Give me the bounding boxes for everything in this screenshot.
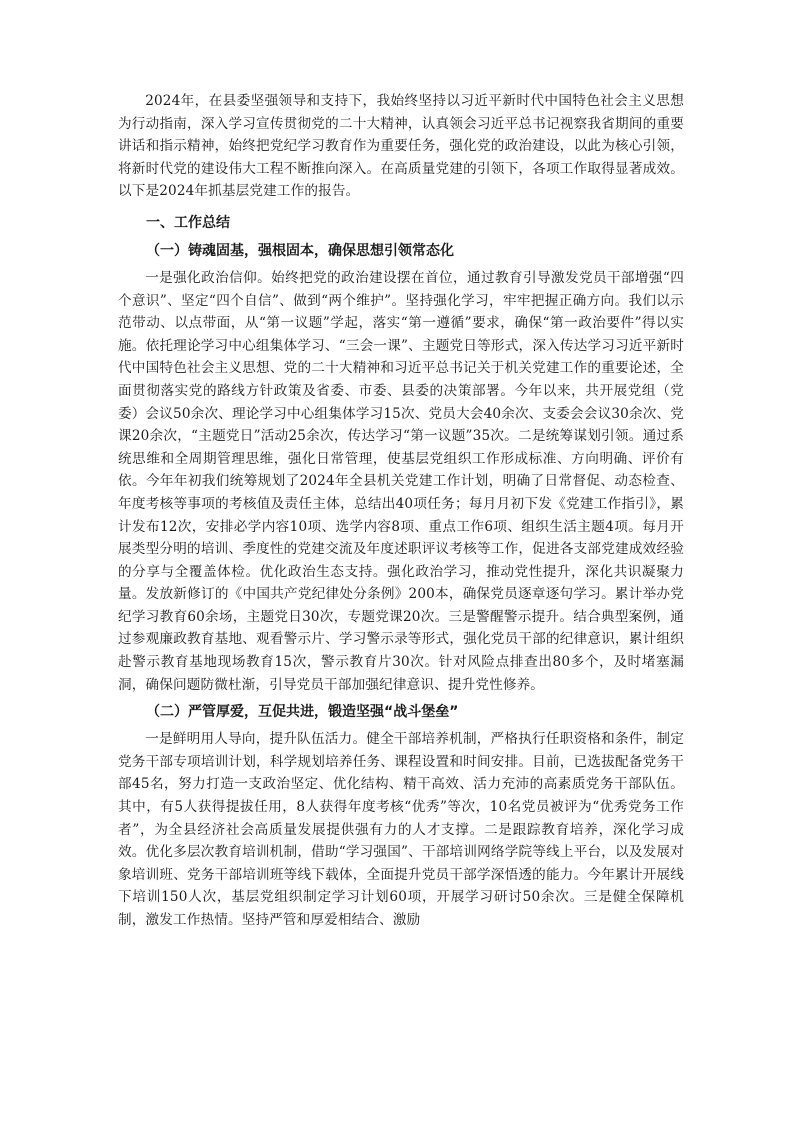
subsection-2-body: 一是鲜明用人导向，提升队伍活力。健全干部培养机制，严格执行任职资格和条件，制定党务干部专项培训计划，科学规划培养任务、课程设置和时间安排。目前，已选拔配备党务干部45名，努力打造一支政治坚定、优化结构、精干高效、活力充沛的高素质党务干部队伍。其中，有5人获得提拔任用，8人获得年度考核“优秀”等次，10名党员被评为“优秀党务工作者”，为全县经济社会高质量发展提供强有力的人才支撑。二是跟踪教育培养，深化学习成效。优化多层次教育培训机制，借助“学习强国”、干部培训网络学院等线上平台，以及发展对象培训班、党务干部培训班等线下载体，全面提升党员干部学深悟透的能力。今年累计开展线下培训150人次，基层党组织制定学习计划60项，开展学习研讨50余次。三是健全保障机制，激发工作热情。坚持严管和厚爱相结合、激励 — [118, 731, 684, 928]
section-heading-work-summary: 一、工作总结 — [146, 214, 230, 231]
subsection-1-body: 一是强化政治信仰。始终把党的政治建设摆在首位，通过教育引导激发党员干部增强“四个意识”、坚定“四个自信”、做到“两个维护”。坚持强化学习，牢牢把握正确方向。我们以示范带动、以点带面，从“第一议题”学起，落实“第一遵循”要求，确保“第一政治要件”得以实施。依托理论学习中心组集体学习、“三会一课”、主题党日等形式，深入传达学习习近平新时代中国特色社会主义思想、党的二十大精神和习近平总书记关于机关党建工作的重要论述，全面贯彻落实党的路线方针政策及省委、市委、县委的决策部署。今年以来，共开展党组（党委）会议50余次、理论学习中心组集体学习15次、党员大会40余次、支委会会议30余次、党课20余次，“主题党日”活动25余次，传达学习“第一议题”35次。二是统筹谋划引领。通过系统思维和全周期管理思维，强化日常管理，使基层党组织工作形成标准、方向明确、评价有依。今年年初我们统筹规划了2024年全县机关党建工作计划，明确了日常督促、动态检查、年度考核等事项的考核值及责任主体，总结出40项任务；每月月初下发《党建工作指引》，累计发布12次，安排必学内容10项、选学内容8项、重点工作6项、组织生活主题4项。每月开展类型分明的培训、季度性的党建交流及年度述职评议考核等工作，促进各支部党建成效经验的分享与全覆盖体检。优化政治生态支持。强化政治学习，推动党性提升，深化共识凝聚力量。发放新修订的《中国共产党纪律处分条例》200本，确保党员逐章逐句学习。累计举办党纪学习教育60余场，主题党日30次，专题党课20次。三是警醒警示提升。结合典型案例，通过参观廉政教育基地、观看警示片、学习警示录等形式，强化党员干部的纪律意识，累计组织赴警示教育基地现场教育15次，警示教育片30次。针对风险点排查出80多个，及时堵塞漏洞，确保问题防微杜渐，引导党员干部加强纪律意识、提升党性修养。 — [118, 269, 684, 693]
intro-paragraph: 2024年，在县委坚强领导和支持下，我始终坚持以习近平新时代中国特色社会主义思想为行动指南，深入学习宣传贯彻党的二十大精神，认真领会习近平总书记视察我省期间的重要讲话和指示精神，始终把党纪学习教育作为重要任务，强化党的政治建设，以此为核心引领，将新时代党的建设伟大工程不断推向深入。在高质量党建的引领下，各项工作取得显著成效。以下是2024年抓基层党建工作的报告。 — [118, 93, 684, 200]
document-page — [118, 90, 684, 932]
subsection-heading-1: （一）铸魂固基，强根固本，确保思想引领常态化 — [146, 242, 454, 259]
subsection-heading-2: （二）严管厚爱，互促共进，锻造坚强“战斗堡垒” — [146, 704, 459, 721]
